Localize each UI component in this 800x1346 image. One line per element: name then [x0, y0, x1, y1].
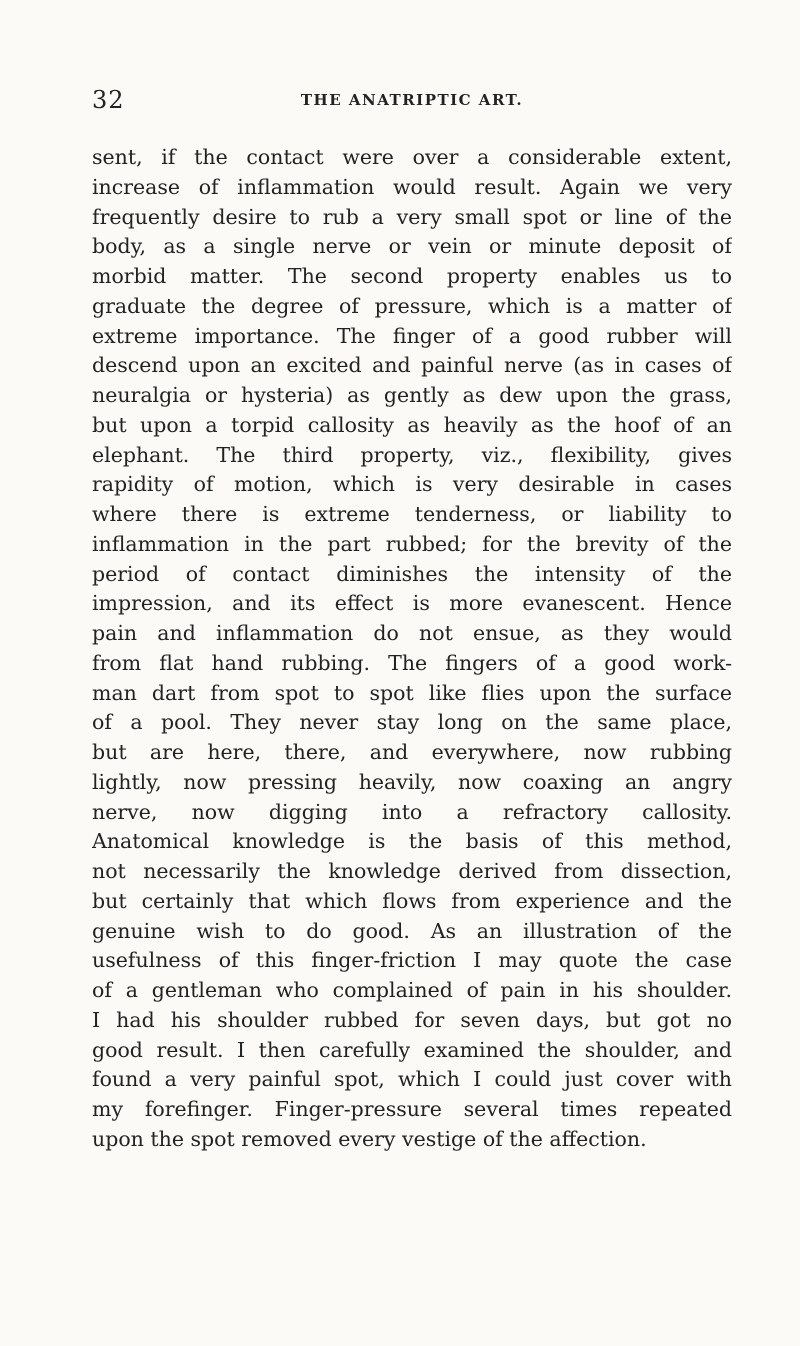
text-line: usefulness of this finger-friction I may quote the case: [92, 948, 732, 973]
text-line: found a very painful spot, which I could just cover with: [92, 1067, 732, 1092]
text-line: man dart from spot to spot like flies upon the surface: [92, 680, 732, 705]
text-line: good result. I then carefully examined the shoulder, and: [92, 1037, 732, 1062]
text-line: of a gentleman who complained of pain in his shoulder.: [92, 978, 732, 1002]
text-line: upon the spot removed every vestige of the affection.: [92, 1126, 647, 1151]
text-line: but certainly that which flows from experience and the: [92, 888, 732, 913]
text-line: lightly, now pressing heavily, now coaxing an angry: [92, 769, 732, 794]
text-line: descend upon an excited and painful nerve (as in cases of: [92, 353, 732, 378]
text-line: morbid matter. The second property enables us to: [92, 264, 732, 288]
text-line: nerve, now digging into a refractory callosity.: [92, 799, 732, 824]
text-line: my forefinger. Finger-pressure several times repeated: [92, 1097, 732, 1121]
text-line: I had his shoulder rubbed for seven days, but got no: [92, 1007, 732, 1032]
text-line: sent, if the contact were over a considerable extent,: [92, 145, 732, 169]
text-line: period of contact diminishes the intensity of the: [92, 561, 732, 586]
text-line: but upon a torpid callosity as heavily as the hoof of an: [92, 412, 732, 437]
text-line: genuine wish to do good. As an illustration of the: [92, 918, 732, 943]
page-number: 32: [92, 86, 125, 114]
text-line: from flat hand rubbing. The fingers of a good work-: [92, 650, 732, 675]
running-title: THE ANATRIPTIC ART.: [300, 91, 524, 109]
text-line: body, as a single nerve or vein or minute deposit of: [92, 234, 732, 259]
text-line: of a pool. They never stay long on the same place,: [92, 710, 732, 735]
running-head: [92, 86, 732, 114]
text-line: inflammation in the part rubbed; for the brevity of the: [92, 531, 732, 556]
text-line: where there is extreme tenderness, or liability to: [92, 502, 732, 526]
text-line: pain and inflammation do not ensue, as they would: [92, 621, 732, 645]
text-line: elephant. The third property, viz., flexibility, gives: [92, 442, 732, 467]
body-text: [92, 143, 732, 1155]
text-line: rapidity of motion, which is very desirable in cases: [92, 472, 732, 497]
text-line: not necessarily the knowledge derived from dissection,: [92, 859, 732, 883]
text-line: Anatomical knowledge is the basis of this method,: [92, 829, 732, 854]
text-line: extreme importance. The finger of a good rubber will: [92, 323, 732, 348]
text-line: impression, and its effect is more evanescent. Hence: [92, 591, 732, 616]
text-line: frequently desire to rub a very small spot or line of the: [92, 204, 732, 229]
text-line: increase of inflammation would result. Again we very: [92, 174, 732, 199]
text-line: neuralgia or hysteria) as gently as dew upon the grass,: [92, 383, 732, 407]
text-line: but are here, there, and everywhere, now rubbing: [92, 740, 732, 764]
text-line: graduate the degree of pressure, which is a matter of: [92, 293, 732, 318]
